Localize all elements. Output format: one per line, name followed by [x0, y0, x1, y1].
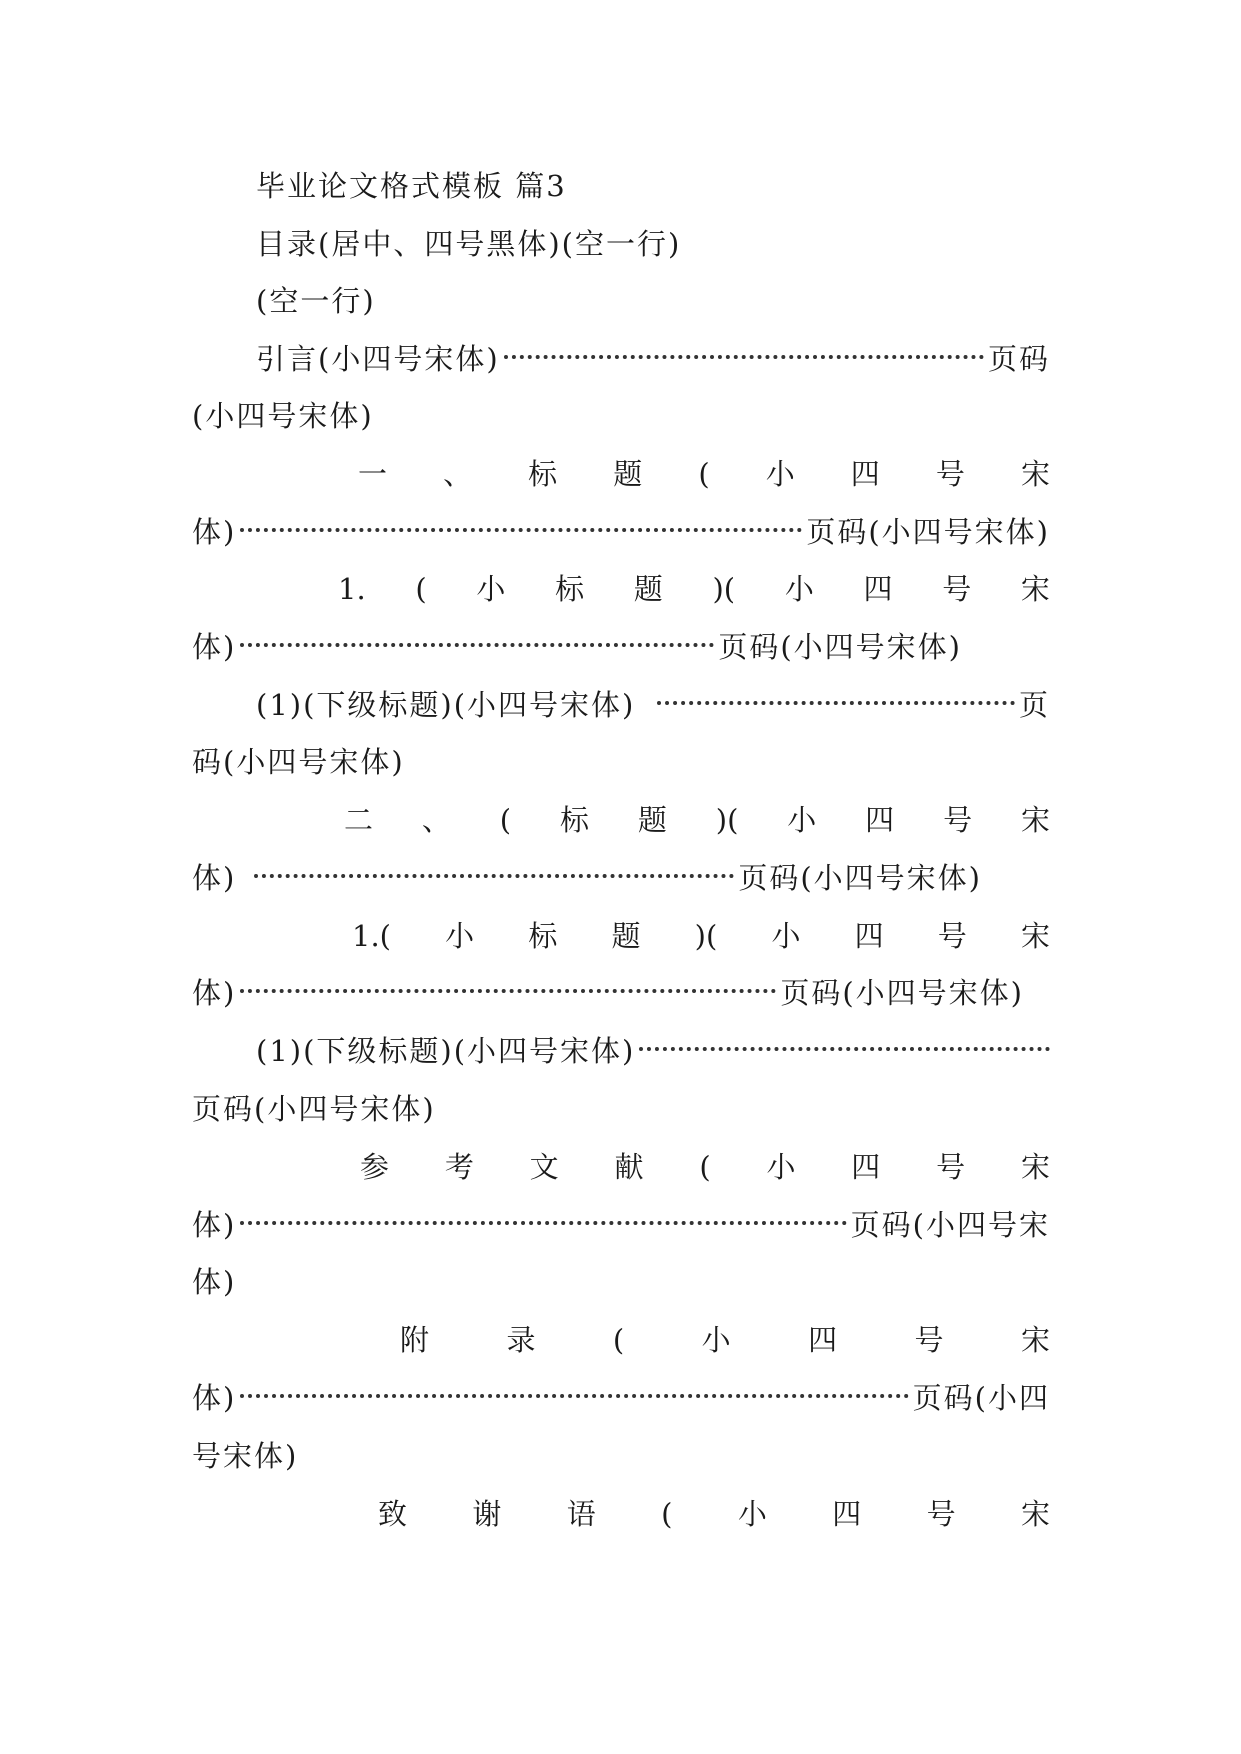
dotted-leader — [240, 1394, 908, 1398]
spread-char: 四 — [865, 803, 895, 837]
toc-entry-page: 页码 — [987, 342, 1050, 376]
spread-char: 号 — [942, 572, 972, 606]
spread-char: 题 — [613, 457, 643, 491]
toc-entry-text: 体) — [192, 1208, 237, 1242]
spread-char: 小 — [784, 572, 814, 606]
toc-entry-text: 体) — [192, 861, 237, 895]
toc-entry-page: 页码(小四 — [912, 1381, 1050, 1415]
spread-char: ( — [612, 1323, 625, 1357]
spread-char: 四 — [850, 457, 880, 491]
spread-char: 小 — [445, 919, 475, 953]
spread-char: 献 — [614, 1150, 644, 1184]
spread-char: 宋 — [1020, 803, 1050, 837]
toc-entry-intro — [256, 339, 1050, 379]
toc-entry-text: 体) — [192, 515, 237, 549]
blank-line-note: (空一行) — [256, 284, 376, 318]
spread-char: 号 — [926, 1497, 956, 1531]
dotted-leader — [504, 355, 984, 359]
spread-char: 致 — [378, 1497, 408, 1531]
spread-char: 号 — [937, 919, 967, 953]
spread-char: 宋 — [1020, 1497, 1050, 1531]
spread-char: 标 — [528, 919, 558, 953]
spread-char: 四 — [832, 1497, 862, 1531]
spread-char: 号 — [936, 1150, 966, 1184]
spread-char: 附 — [400, 1323, 430, 1357]
toc-entry-section-1-sub — [338, 569, 1050, 609]
spread-char: 四 — [808, 1323, 838, 1357]
dotted-leader — [657, 701, 1015, 705]
toc-entry-page: 页码(小四号宋体) — [718, 630, 962, 664]
spread-char: 号 — [935, 457, 965, 491]
spread-char: 、 — [421, 803, 451, 837]
spread-char: 谢 — [472, 1497, 502, 1531]
spread-char: 宋 — [1020, 1150, 1050, 1184]
spread-char: 、 — [443, 457, 473, 491]
dotted-leader — [240, 989, 776, 993]
toc-entry-section-2-lower-continued: 页码(小四号宋体) — [192, 1092, 436, 1126]
spread-char: 题 — [633, 572, 663, 606]
spread-char: 小 — [771, 919, 801, 953]
dotted-leader — [240, 643, 714, 647]
spread-char: 语 — [566, 1497, 596, 1531]
toc-entry-text: (1)(下级标题)(小四号宋体) — [256, 688, 636, 722]
spread-char: 四 — [854, 919, 884, 953]
spread-char: 标 — [528, 457, 558, 491]
toc-entry-page: 页码(小四号宋体) — [738, 861, 982, 895]
spread-char: ( — [661, 1497, 673, 1531]
spread-char: ( — [698, 457, 710, 491]
dotted-leader — [240, 528, 802, 532]
toc-entry-section-1-continued — [192, 512, 1050, 552]
toc-entry-text: 体) — [192, 630, 237, 664]
spread-char: 宋 — [1020, 457, 1050, 491]
toc-entry-section-1-lower — [256, 685, 1050, 725]
toc-entry-references — [360, 1147, 1050, 1187]
toc-entry-page: 页 — [1018, 688, 1050, 722]
spread-char: 小 — [701, 1323, 731, 1357]
spread-char: 文 — [529, 1150, 559, 1184]
toc-entry-text: 引言(小四号宋体) — [256, 342, 500, 376]
toc-entry-section-2 — [344, 800, 1050, 840]
spread-char: 小 — [765, 457, 795, 491]
document-title: 毕业论文格式模板 篇3 — [256, 169, 567, 203]
spread-char: 四 — [863, 572, 893, 606]
spread-char: 宋 — [1020, 919, 1050, 953]
dotted-leader — [639, 1047, 1050, 1051]
toc-entry-page: 页码(小四号宋体) — [806, 515, 1050, 549]
spread-char: 宋 — [1020, 1323, 1050, 1357]
toc-entry-acknowledgements — [378, 1494, 1050, 1534]
toc-entry-section-2-lower — [256, 1031, 1050, 1071]
spread-char: 录 — [506, 1323, 536, 1357]
toc-entry-appendix-continued-2: 号宋体) — [192, 1439, 299, 1473]
spread-char: 1.( — [352, 919, 391, 953]
toc-entry-intro-continued: (小四号宋体) — [192, 399, 374, 433]
toc-heading: 目录(居中、四号黑体)(空一行) — [256, 227, 682, 261]
spread-char: )( — [712, 572, 736, 606]
toc-entry-section-2-sub-continued — [192, 973, 1024, 1013]
toc-entry-section-2-continued — [192, 858, 982, 898]
toc-entry-section-2-sub — [352, 916, 1050, 956]
toc-entry-appendix-continued — [192, 1378, 1050, 1418]
spread-char: ( — [699, 1150, 711, 1184]
spread-char: ( — [499, 803, 512, 837]
spread-char: 小 — [766, 1150, 796, 1184]
spread-char: 一 — [358, 457, 388, 491]
spread-char: 1. — [338, 572, 366, 606]
toc-entry-references-continued-2: 体) — [192, 1265, 237, 1299]
toc-entry-appendix — [400, 1320, 1050, 1360]
spread-char: 题 — [611, 919, 641, 953]
spread-char: )( — [715, 803, 739, 837]
spread-char: 题 — [637, 803, 667, 837]
toc-entry-page: 页码(小四号宋体) — [780, 976, 1024, 1010]
toc-entry-page: 页码(小四号宋 — [850, 1208, 1050, 1242]
spread-char: 参 — [360, 1150, 390, 1184]
dotted-leader — [240, 1221, 846, 1225]
toc-entry-text: 体) — [192, 976, 237, 1010]
toc-entry-section-1-sub-continued — [192, 627, 962, 667]
spread-char: 四 — [851, 1150, 881, 1184]
spread-char: 标 — [559, 803, 589, 837]
spread-char: 号 — [943, 803, 973, 837]
spread-char: 小 — [737, 1497, 767, 1531]
toc-entry-references-continued — [192, 1205, 1050, 1245]
toc-entry-section-1 — [358, 454, 1050, 494]
toc-entry-section-1-lower-continued: 码(小四号宋体) — [192, 745, 405, 779]
spread-char: 二 — [344, 803, 374, 837]
spread-char: 小 — [787, 803, 817, 837]
toc-entry-text: (1)(下级标题)(小四号宋体) — [256, 1034, 636, 1068]
spread-char: 标 — [555, 572, 585, 606]
spread-char: ( — [415, 572, 427, 606]
dotted-leader — [254, 874, 734, 878]
spread-char: 号 — [914, 1323, 944, 1357]
spread-char: 宋 — [1020, 572, 1050, 606]
spread-char: 考 — [444, 1150, 474, 1184]
toc-entry-text: 体) — [192, 1381, 237, 1415]
spread-char: 小 — [476, 572, 506, 606]
spread-char: )( — [694, 919, 718, 953]
